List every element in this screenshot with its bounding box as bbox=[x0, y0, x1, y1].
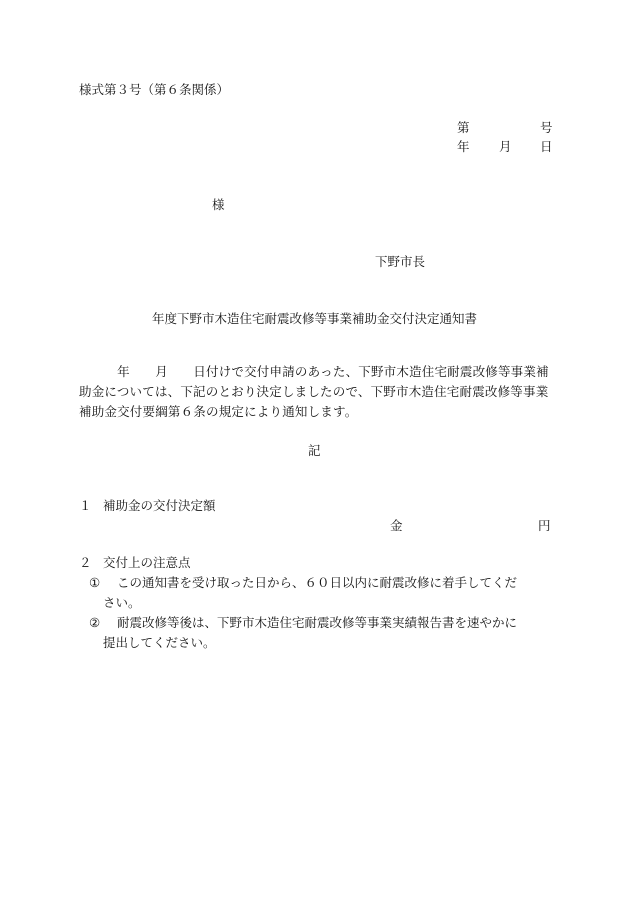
issuer-name: 下野市長 bbox=[375, 254, 426, 269]
notice-text-line-1: この通知書を受け取った日から、６０日以内に耐震改修に着手してくだ bbox=[117, 575, 518, 590]
section-1-heading bbox=[79, 498, 216, 514]
notice-text-line-1: 耐震改修等後は、下野市木造住宅耐震改修等事業実績報告書を速やかに bbox=[117, 615, 518, 630]
form-label: 様式第３号（第６条関係） bbox=[79, 82, 230, 97]
ki-heading: 記 bbox=[308, 443, 321, 458]
section-1-title: 補助金の交付決定額 bbox=[103, 498, 216, 513]
date-day-label: 日 bbox=[540, 139, 553, 154]
section-2-heading bbox=[79, 555, 191, 571]
date-month-label: 月 bbox=[499, 139, 512, 154]
notice-marker: ② bbox=[89, 615, 101, 630]
notice-marker: ① bbox=[89, 575, 101, 590]
document-title: 年度下野市木造住宅耐震改修等事業補助金交付決定通知書 bbox=[152, 311, 478, 326]
notice-item bbox=[89, 613, 554, 653]
document-number-prefix: 第 bbox=[457, 120, 470, 135]
addressee-honorific: 様 bbox=[212, 197, 225, 212]
notice-item bbox=[89, 573, 554, 613]
section-2-number: ２ bbox=[79, 555, 92, 570]
amount-suffix: 円 bbox=[538, 518, 551, 533]
amount-prefix: 金 bbox=[390, 518, 403, 533]
date-year-label: 年 bbox=[457, 139, 470, 154]
section-1-number: １ bbox=[79, 498, 92, 513]
section-2-title: 交付上の注意点 bbox=[103, 555, 191, 570]
body-paragraph: 年 月 日付けで交付申請のあった、下野市木造住宅耐震改修等事業補助金については、下記のとおり決定しましたので、下野市木造住宅耐震改修等事業補助金交付要綱第６条の規定により通知します。 bbox=[79, 364, 549, 419]
notice-text-line-2: 提出してください。 bbox=[103, 635, 216, 650]
notice-text-line-2: さい。 bbox=[103, 595, 141, 610]
document-number-suffix: 号 bbox=[540, 120, 553, 135]
